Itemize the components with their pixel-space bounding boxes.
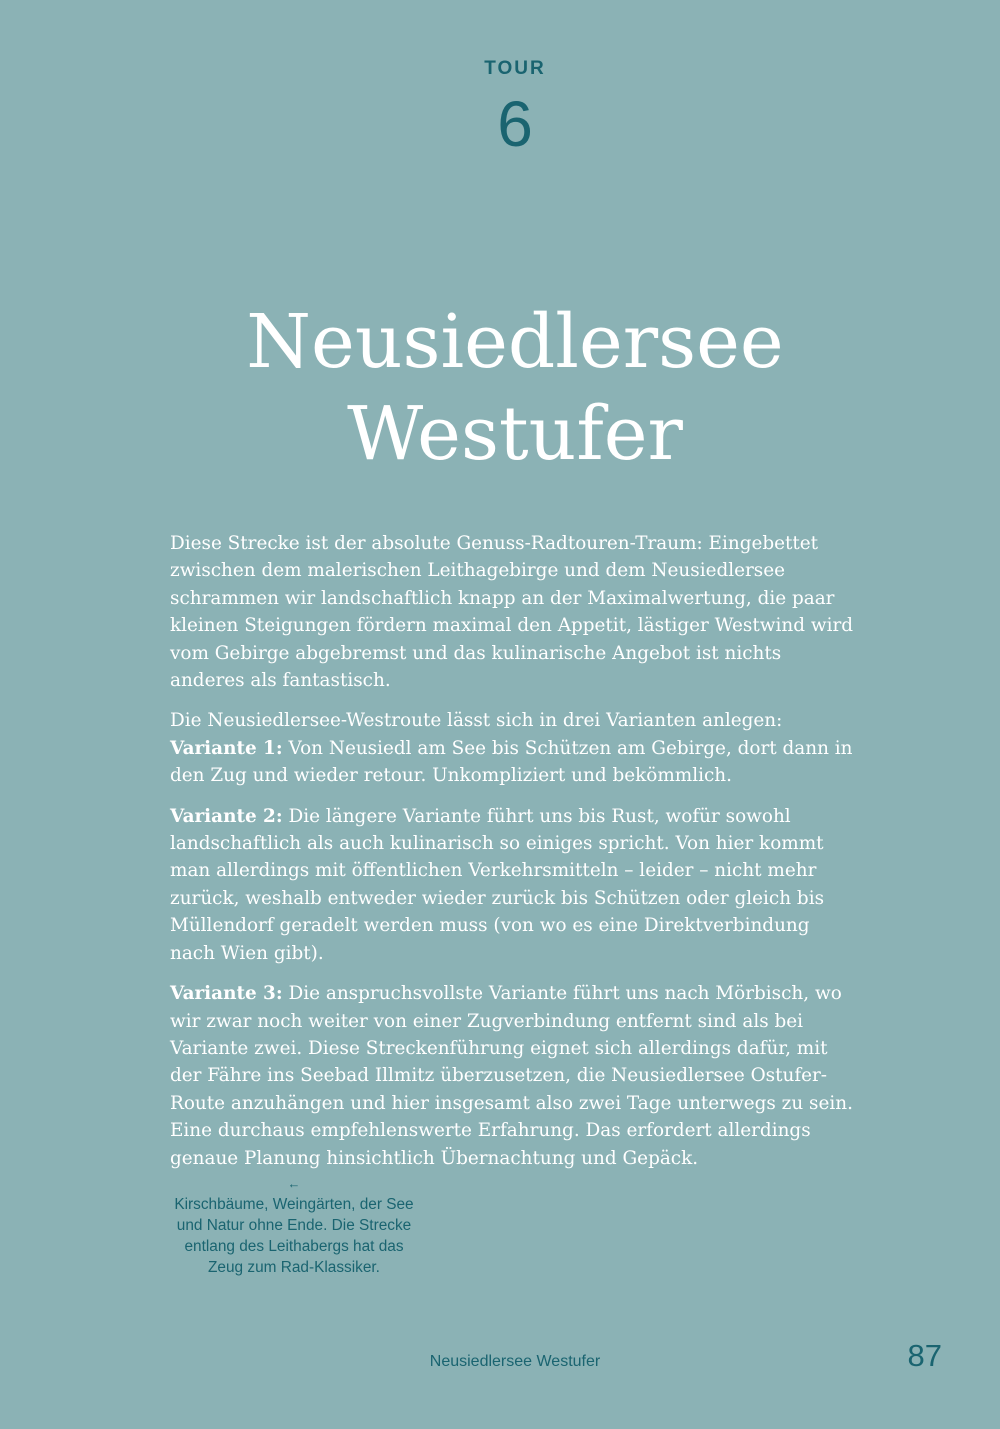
variant-1-text: Von Neusiedl am See bis Schützen am Gebirge, dort dann in den Zug und wieder retour. Unkompliziert und bekömmlich.	[170, 737, 853, 787]
variant-2-paragraph	[170, 803, 860, 967]
page-title	[0, 296, 1000, 480]
variants-paragraph	[170, 707, 860, 789]
body-text	[170, 530, 860, 1185]
title-line-1: Neusiedlersee	[246, 299, 784, 385]
variant-2-text: Die längere Variante führt uns bis Rust, wofür sowohl landschaftlich als auch kulinarisch so einiges spricht. Von hier kommt man allerdings mit öffentlichen Verkehrsmitteln – leider – nicht mehr zurück, weshalb entweder wieder zurück bis Schützen oder gleich bis Müllendorf geradelt werden muss (von wo es eine Direktverbindung nach Wien gibt).	[170, 805, 825, 964]
variant-2-label: Variante 2:	[170, 805, 283, 827]
running-footer-title: Neusiedlersee Westufer	[429, 1353, 601, 1370]
page-number: 87	[907, 1338, 942, 1373]
intro-paragraph: Diese Strecke ist der absolute Genuss-Radtouren-Traum: Eingebettet zwischen dem malerischen Leithagebirge und dem Neusiedlersee schrammen wir landschaftlich knapp an der Maximalwertung, die paar kleinen Steigungen fördern maximal den Appetit, lästiger Westwind wird vom Gebirge abgebremst und das kulinarische Angebot ist nichts anderes als fantastisch.	[170, 533, 854, 692]
arrow-left-icon: ←	[287, 1176, 301, 1191]
caption-text: Kirschbäume, Weingärten, der See und Natur ohne Ende. Die Strecke entlang des Leithabergs hat das Zeug zum Rad-Klassiker.	[174, 1196, 414, 1276]
variant-3-paragraph	[170, 980, 860, 1172]
title-line-2: Westufer	[347, 391, 683, 477]
tour-number: 6	[497, 88, 533, 160]
photo-caption	[166, 1176, 422, 1278]
variants-intro: Die Neusiedlersee-Westroute lässt sich in drei Varianten anlegen:	[170, 710, 783, 732]
variant-3-text: Die anspruchsvollste Variante führt uns nach Mörbisch, wo wir zwar noch weiter von einer Zugverbindung entfernt sind als bei Variante zwei. Diese Streckenführung eignet sich allerdings dafür, mit der Fähre ins Seebad Illmitz überzusetzen, die Neusiedlersee Ostufer-Route anzuhängen und hier insgesamt also zwei Tage unterwegs zu sein. Eine durchaus empfehlenswerte Erfahrung. Das erfordert allerdings genaue Planung hinsichtlich Übernachtung und Gepäck.	[170, 983, 853, 1169]
variant-3-label: Variante 3:	[170, 983, 283, 1005]
variant-1-label: Variante 1:	[170, 737, 283, 759]
tour-label: TOUR	[484, 58, 546, 79]
